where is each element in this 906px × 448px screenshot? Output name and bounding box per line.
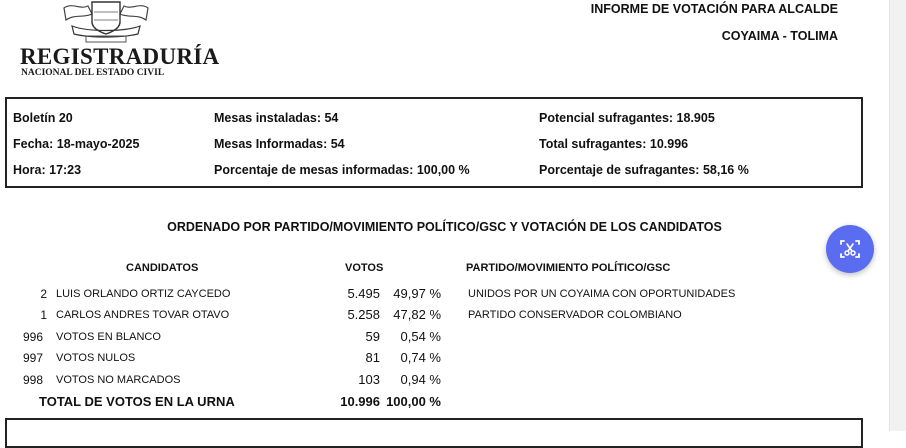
candidate-number: 996 (23, 330, 44, 344)
total-votes: 10.996 (340, 394, 380, 409)
candidate-name: VOTOS NO MARCADOS (56, 374, 181, 386)
candidate-percentage: 47,82 % (393, 307, 441, 322)
table-row (0, 308, 889, 326)
section-heading: ORDENADO POR PARTIDO/MOVIMIENTO POLÍTICO/GSC Y VOTACIÓN DE LOS CANDIDATOS (167, 220, 722, 234)
mesas-instaladas: Mesas instaladas: 54 (214, 111, 339, 125)
table-row (0, 287, 889, 305)
fecha: Fecha: 18-mayo-2025 (13, 137, 140, 151)
candidate-number: 2 (40, 287, 47, 301)
screenshot-scissors-icon (838, 237, 862, 261)
vertical-scrollbar[interactable] (889, 0, 906, 431)
candidate-percentage: 0,54 % (400, 329, 441, 344)
porcentaje-sufragantes: Porcentaje de sufragantes: 58,16 % (539, 163, 749, 177)
candidate-name: LUIS ORLANDO ORTIZ CAYCEDO (56, 288, 231, 300)
candidate-percentage: 0,74 % (400, 350, 441, 365)
column-header-candidatos: CANDIDATOS (126, 262, 199, 274)
candidate-name: VOTOS NULOS (56, 352, 136, 364)
porcentaje-mesas: Porcentaje de mesas informadas: 100,00 % (214, 163, 470, 177)
potencial-sufragantes: Potencial sufragantes: 18.905 (539, 111, 715, 125)
mesas-informadas: Mesas Informadas: 54 (214, 137, 345, 151)
coat-of-arms-icon (58, 0, 154, 44)
total-sufragantes: Total sufragantes: 10.996 (539, 137, 689, 151)
candidate-votes: 103 (358, 372, 380, 387)
candidate-percentage: 49,97 % (393, 286, 441, 301)
column-header-partido: PARTIDO/MOVIMIENTO POLÍTICO/GSC (466, 262, 671, 274)
report-title: INFORME DE VOTACIÓN PARA ALCALDE (590, 2, 838, 16)
total-label: TOTAL DE VOTOS EN LA URNA (39, 394, 235, 409)
table-row (0, 373, 889, 391)
table-row (0, 330, 889, 348)
total-percentage: 100,00 % (386, 394, 441, 409)
logo-title: REGISTRADURÍA (20, 44, 220, 69)
candidate-votes: 5.495 (347, 286, 380, 301)
table-row (0, 351, 889, 369)
candidate-votes: 81 (365, 350, 380, 365)
report-location: COYAIMA - TOLIMA (721, 29, 838, 43)
candidate-number: 1 (40, 308, 47, 322)
hora: Hora: 17:23 (13, 163, 82, 177)
candidate-votes: 59 (365, 329, 380, 344)
candidate-party: UNIDOS POR UN COYAIMA CON OPORTUNIDADES (468, 288, 736, 300)
screenshot-tool-button[interactable] (826, 225, 874, 273)
bulletin-info-box (5, 97, 863, 188)
candidate-name: VOTOS EN BLANCO (56, 331, 161, 343)
boletin-number: Boletín 20 (13, 111, 73, 125)
candidate-party: PARTIDO CONSERVADOR COLOMBIANO (468, 309, 682, 321)
summary-box (5, 418, 863, 448)
candidate-votes: 5.258 (347, 307, 380, 322)
candidate-number: 997 (23, 351, 44, 365)
column-header-votos: VOTOS (345, 262, 384, 274)
candidate-percentage: 0,94 % (400, 372, 441, 387)
candidate-name: CARLOS ANDRES TOVAR OTAVO (56, 309, 230, 321)
candidate-number: 998 (23, 373, 44, 387)
registraduria-logo (20, 0, 220, 82)
logo-subtitle: NACIONAL DEL ESTADO CIVIL (21, 68, 165, 78)
